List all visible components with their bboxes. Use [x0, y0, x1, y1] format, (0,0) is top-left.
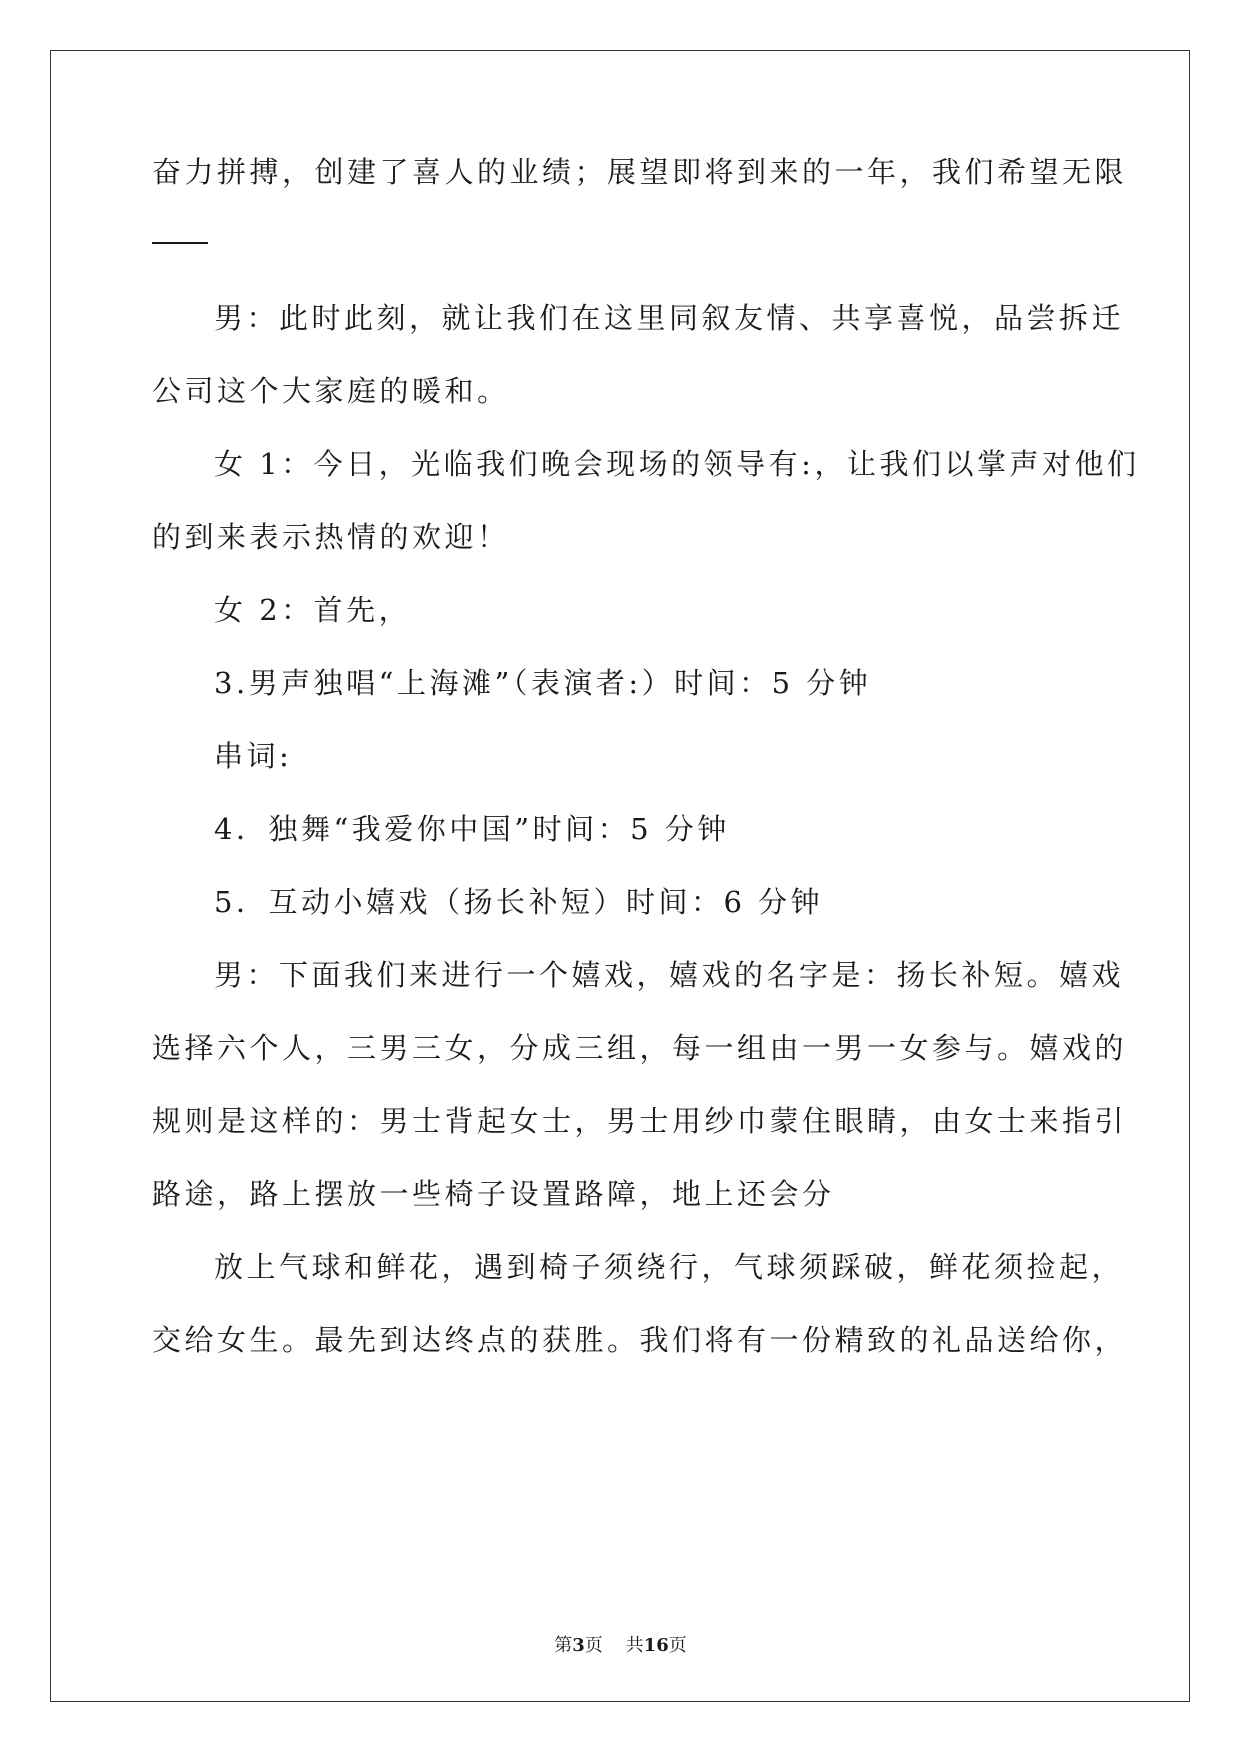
text-line: 女 2：首先，	[214, 593, 412, 627]
text-line: 交给女生。最先到达终点的获胜。我们将有一份精致的礼品送给你，	[152, 1323, 1128, 1357]
page-footer	[0, 1634, 1241, 1658]
page-number: 3	[572, 1635, 585, 1656]
text-line: 串词:	[214, 739, 293, 773]
em-dash	[152, 242, 208, 244]
text-line: 奋力拼搏，创建了喜人的业绩；展望即将到来的一年，我们希望无限	[152, 155, 1128, 189]
page-border	[50, 50, 1190, 1702]
text-line: 3.男声独唱“上海滩”（表演者:）时间：5 分钟	[214, 666, 872, 700]
total-prefix: 共	[625, 1635, 644, 1656]
text-line: 公司这个大家庭的暖和。	[152, 374, 510, 408]
page-suffix: 页	[584, 1635, 603, 1656]
total-pages: 16	[643, 1635, 669, 1656]
text-line: 4．独舞“我爱你中国”时间：5 分钟	[214, 812, 730, 846]
total-suffix: 页	[668, 1635, 687, 1656]
text-line: 规则是这样的：男士背起女士，男士用纱巾蒙住眼睛，由女士来指引	[152, 1104, 1128, 1138]
text-line: 选择六个人，三男三女，分成三组，每一组由一男一女参与。嬉戏的	[152, 1031, 1128, 1065]
text-line: 女 1：今日，光临我们晚会现场的领导有:，让我们以掌声对他们	[214, 447, 1140, 481]
text-line: 放上气球和鲜花，遇到椅子须绕行，气球须踩破，鲜花须捡起，	[214, 1250, 1125, 1284]
text-line: 男：此时此刻，就让我们在这里同叙友情、共享喜悦，品尝拆迁	[214, 301, 1125, 335]
text-line: 路途，路上摆放一些椅子设置路障，地上还会分	[152, 1177, 835, 1211]
text-line: 男：下面我们来进行一个嬉戏，嬉戏的名字是：扬长补短。嬉戏	[214, 958, 1125, 992]
text-line: 5．互动小嬉戏（扬长补短）时间：6 分钟	[214, 885, 824, 919]
text-line: 的到来表示热情的欢迎！	[152, 520, 510, 554]
page-prefix: 第	[554, 1635, 573, 1656]
